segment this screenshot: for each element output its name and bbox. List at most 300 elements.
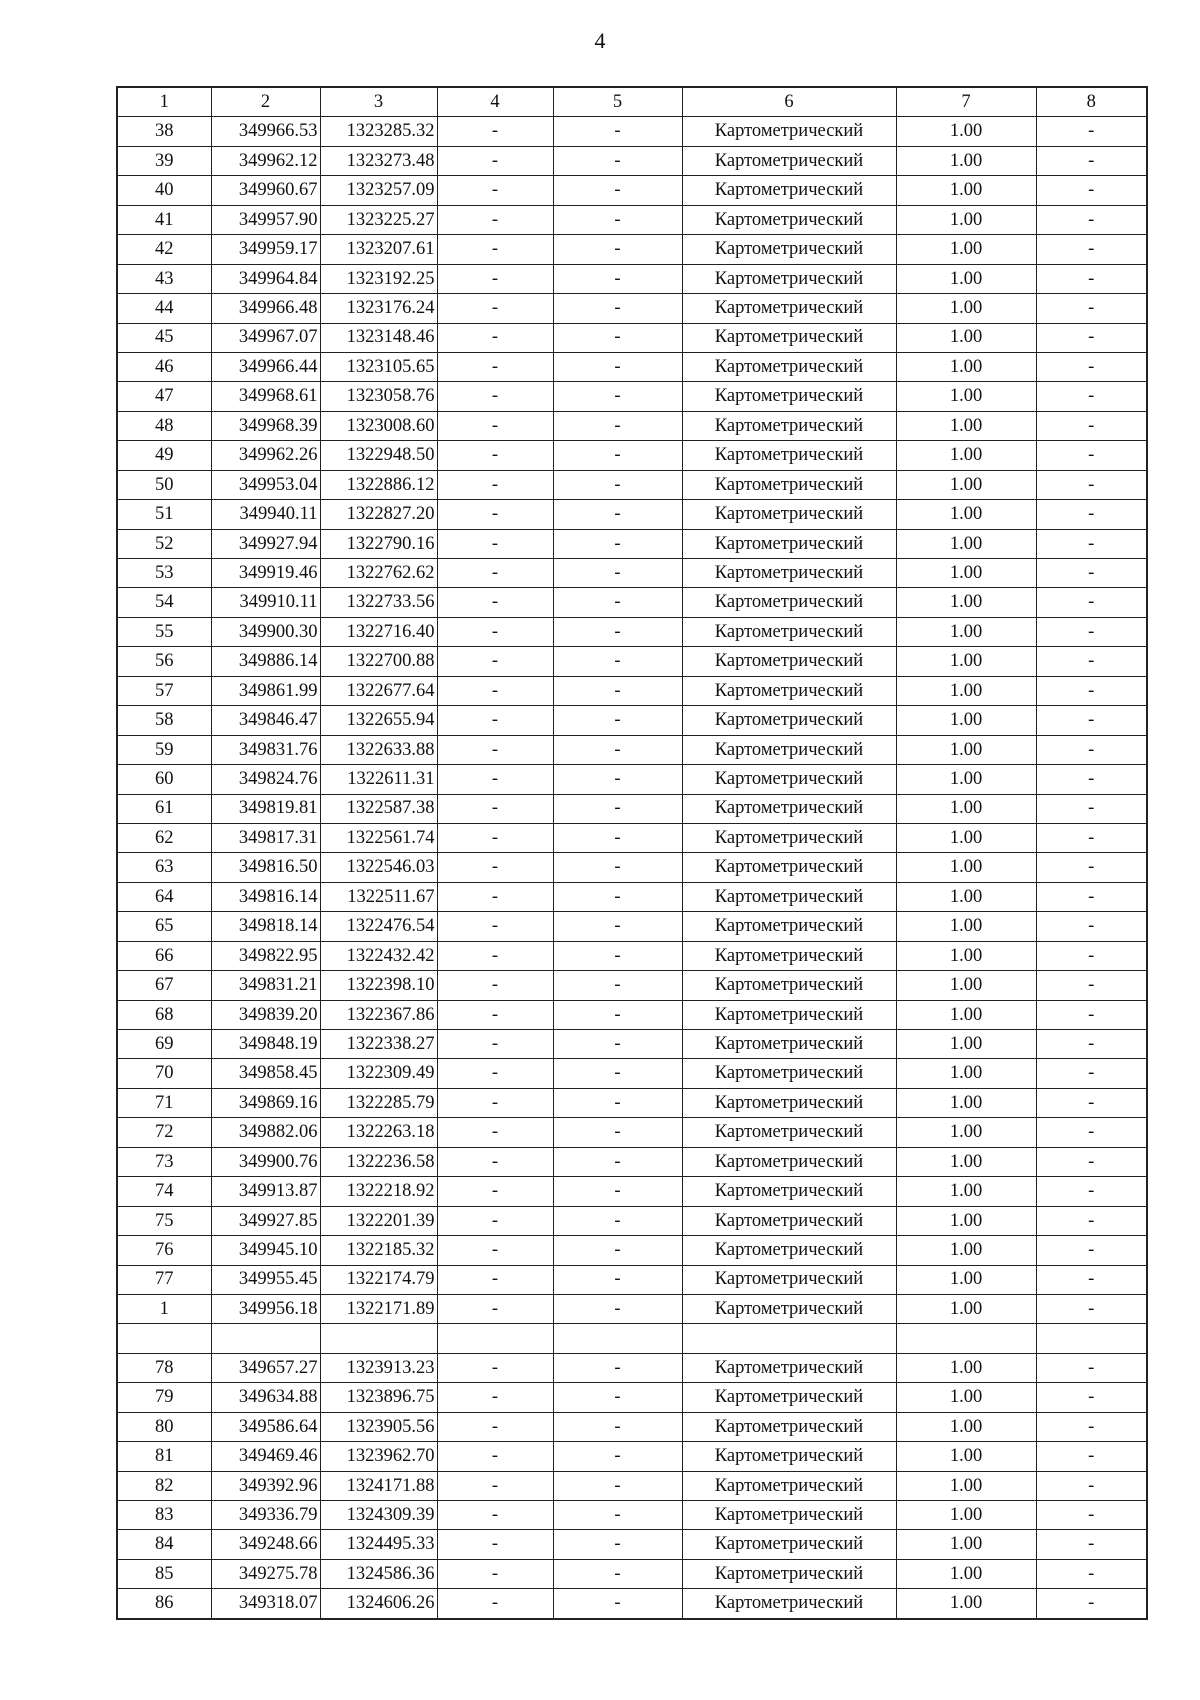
point-number-cell: 40 [117, 176, 211, 205]
column-4-cell: - [437, 235, 553, 264]
column-header: 1 [117, 87, 211, 117]
column-8-cell: - [1036, 765, 1147, 794]
table-row [117, 1383, 1147, 1412]
table-row [117, 647, 1147, 676]
column-8-cell: - [1036, 1147, 1147, 1176]
accuracy-cell: 1.00 [896, 1265, 1036, 1294]
accuracy-cell: 1.00 [896, 1589, 1036, 1619]
accuracy-cell: 1.00 [896, 853, 1036, 882]
table-row [117, 1088, 1147, 1117]
table-row [117, 676, 1147, 705]
point-number-cell: 73 [117, 1147, 211, 1176]
y-coordinate-cell: 1323176.24 [320, 294, 437, 323]
y-coordinate-cell: 1322511.67 [320, 882, 437, 911]
accuracy-cell: 1.00 [896, 1530, 1036, 1559]
accuracy-cell: 1.00 [896, 264, 1036, 293]
column-5-cell: - [553, 1412, 682, 1441]
column-4-cell: - [437, 823, 553, 852]
accuracy-cell: 1.00 [896, 1118, 1036, 1147]
table-row [117, 146, 1147, 175]
method-cell: Картометрический [682, 1088, 896, 1117]
point-number-cell: 76 [117, 1236, 211, 1265]
x-coordinate-cell [211, 1324, 320, 1353]
point-number-cell: 83 [117, 1501, 211, 1530]
x-coordinate-cell: 349900.76 [211, 1147, 320, 1176]
column-4-cell: - [437, 1559, 553, 1588]
accuracy-cell: 1.00 [896, 1442, 1036, 1471]
point-number-cell: 49 [117, 441, 211, 470]
x-coordinate-cell: 349919.46 [211, 559, 320, 588]
point-number-cell: 50 [117, 470, 211, 499]
column-4-cell: - [437, 941, 553, 970]
column-5-cell: - [553, 1442, 682, 1471]
x-coordinate-cell: 349953.04 [211, 470, 320, 499]
column-8-cell: - [1036, 1471, 1147, 1500]
column-4-cell: - [437, 559, 553, 588]
method-cell: Картометрический [682, 264, 896, 293]
y-coordinate-cell: 1322285.79 [320, 1088, 437, 1117]
point-number-cell: 82 [117, 1471, 211, 1500]
column-4-cell: - [437, 647, 553, 676]
point-number-cell [117, 1324, 211, 1353]
table-row [117, 294, 1147, 323]
y-coordinate-cell: 1323913.23 [320, 1353, 437, 1382]
column-4-cell: - [437, 294, 553, 323]
column-5-cell: - [553, 676, 682, 705]
table-row [117, 1324, 1147, 1353]
column-8-cell: - [1036, 588, 1147, 617]
column-4-cell [437, 1324, 553, 1353]
point-number-cell: 72 [117, 1118, 211, 1147]
x-coordinate-cell: 349945.10 [211, 1236, 320, 1265]
x-coordinate-cell: 349940.11 [211, 500, 320, 529]
accuracy-cell: 1.00 [896, 117, 1036, 146]
column-5-cell: - [553, 1353, 682, 1382]
column-5-cell: - [553, 1236, 682, 1265]
x-coordinate-cell: 349962.12 [211, 146, 320, 175]
accuracy-cell: 1.00 [896, 823, 1036, 852]
accuracy-cell: 1.00 [896, 1471, 1036, 1500]
accuracy-cell: 1.00 [896, 176, 1036, 205]
x-coordinate-cell: 349839.20 [211, 1000, 320, 1029]
column-4-cell: - [437, 1353, 553, 1382]
column-5-cell: - [553, 382, 682, 411]
method-cell: Картометрический [682, 1030, 896, 1059]
point-number-cell: 66 [117, 941, 211, 970]
method-cell: Картометрический [682, 411, 896, 440]
column-4-cell: - [437, 529, 553, 558]
table-row [117, 500, 1147, 529]
accuracy-cell: 1.00 [896, 1088, 1036, 1117]
method-cell: Картометрический [682, 1501, 896, 1530]
column-8-cell: - [1036, 1265, 1147, 1294]
x-coordinate-cell: 349910.11 [211, 588, 320, 617]
method-cell: Картометрический [682, 470, 896, 499]
column-5-cell: - [553, 588, 682, 617]
column-5-cell: - [553, 176, 682, 205]
column-8-cell: - [1036, 1412, 1147, 1441]
column-5-cell: - [553, 1000, 682, 1029]
y-coordinate-cell: 1322655.94 [320, 706, 437, 735]
column-4-cell: - [437, 1471, 553, 1500]
column-8-cell: - [1036, 205, 1147, 234]
x-coordinate-cell: 349818.14 [211, 912, 320, 941]
column-4-cell: - [437, 1501, 553, 1530]
point-number-cell: 51 [117, 500, 211, 529]
y-coordinate-cell: 1322398.10 [320, 971, 437, 1000]
x-coordinate-cell: 349962.26 [211, 441, 320, 470]
x-coordinate-cell: 349861.99 [211, 676, 320, 705]
accuracy-cell: 1.00 [896, 1501, 1036, 1530]
y-coordinate-cell: 1322309.49 [320, 1059, 437, 1088]
x-coordinate-cell: 349634.88 [211, 1383, 320, 1412]
method-cell: Картометрический [682, 323, 896, 352]
x-coordinate-cell: 349392.96 [211, 1471, 320, 1500]
column-5-cell: - [553, 765, 682, 794]
column-8-cell: - [1036, 941, 1147, 970]
y-coordinate-cell: 1322263.18 [320, 1118, 437, 1147]
accuracy-cell: 1.00 [896, 1412, 1036, 1441]
method-cell: Картометрический [682, 235, 896, 264]
y-coordinate-cell: 1323207.61 [320, 235, 437, 264]
column-4-cell: - [437, 1206, 553, 1235]
column-4-cell: - [437, 352, 553, 381]
table-row [117, 1265, 1147, 1294]
accuracy-cell: 1.00 [896, 941, 1036, 970]
column-4-cell: - [437, 617, 553, 646]
y-coordinate-cell: 1322546.03 [320, 853, 437, 882]
column-4-cell: - [437, 264, 553, 293]
x-coordinate-cell: 349886.14 [211, 647, 320, 676]
accuracy-cell: 1.00 [896, 1059, 1036, 1088]
y-coordinate-cell: 1322790.16 [320, 529, 437, 558]
table-row [117, 853, 1147, 882]
point-number-cell: 55 [117, 617, 211, 646]
y-coordinate-cell: 1322185.32 [320, 1236, 437, 1265]
x-coordinate-cell: 349275.78 [211, 1559, 320, 1588]
y-coordinate-cell: 1322171.89 [320, 1294, 437, 1323]
point-number-cell: 39 [117, 146, 211, 175]
column-8-cell: - [1036, 1030, 1147, 1059]
table-row [117, 323, 1147, 352]
method-cell: Картометрический [682, 352, 896, 381]
y-coordinate-cell: 1323192.25 [320, 264, 437, 293]
table-row [117, 352, 1147, 381]
point-number-cell: 64 [117, 882, 211, 911]
y-coordinate-cell: 1322762.62 [320, 559, 437, 588]
accuracy-cell: 1.00 [896, 382, 1036, 411]
column-5-cell: - [553, 1118, 682, 1147]
point-number-cell: 79 [117, 1383, 211, 1412]
point-number-cell: 86 [117, 1589, 211, 1619]
table-row [117, 1236, 1147, 1265]
x-coordinate-cell: 349657.27 [211, 1353, 320, 1382]
table-row [117, 1559, 1147, 1588]
method-cell: Картометрический [682, 794, 896, 823]
table-row [117, 1471, 1147, 1500]
accuracy-cell: 1.00 [896, 971, 1036, 1000]
accuracy-cell: 1.00 [896, 1353, 1036, 1382]
column-5-cell: - [553, 1471, 682, 1500]
column-8-cell: - [1036, 264, 1147, 293]
x-coordinate-cell: 349831.76 [211, 735, 320, 764]
method-cell: Картометрический [682, 441, 896, 470]
point-number-cell: 77 [117, 1265, 211, 1294]
x-coordinate-cell: 349900.30 [211, 617, 320, 646]
y-coordinate-cell: 1323896.75 [320, 1383, 437, 1412]
column-5-cell [553, 1324, 682, 1353]
y-coordinate-cell: 1322561.74 [320, 823, 437, 852]
column-4-cell: - [437, 411, 553, 440]
x-coordinate-cell: 349968.39 [211, 411, 320, 440]
accuracy-cell: 1.00 [896, 294, 1036, 323]
y-coordinate-cell: 1324606.26 [320, 1589, 437, 1619]
table-row [117, 382, 1147, 411]
column-4-cell: - [437, 735, 553, 764]
method-cell: Картометрический [682, 117, 896, 146]
table-row [117, 470, 1147, 499]
column-4-cell: - [437, 1442, 553, 1471]
method-cell: Картометрический [682, 1383, 896, 1412]
point-number-cell: 62 [117, 823, 211, 852]
y-coordinate-cell: 1324309.39 [320, 1501, 437, 1530]
column-4-cell: - [437, 1118, 553, 1147]
column-8-cell: - [1036, 1118, 1147, 1147]
x-coordinate-cell: 349966.53 [211, 117, 320, 146]
column-4-cell: - [437, 470, 553, 499]
method-cell: Картометрический [682, 294, 896, 323]
point-number-cell: 58 [117, 706, 211, 735]
accuracy-cell: 1.00 [896, 352, 1036, 381]
method-cell: Картометрический [682, 1589, 896, 1619]
y-coordinate-cell: 1322587.38 [320, 794, 437, 823]
method-cell: Картометрический [682, 1059, 896, 1088]
column-8-cell: - [1036, 117, 1147, 146]
y-coordinate-cell: 1322236.58 [320, 1147, 437, 1176]
column-8-cell: - [1036, 500, 1147, 529]
method-cell: Картометрический [682, 1412, 896, 1441]
column-4-cell: - [437, 676, 553, 705]
x-coordinate-cell: 349957.90 [211, 205, 320, 234]
y-coordinate-cell: 1322338.27 [320, 1030, 437, 1059]
method-cell: Картометрический [682, 765, 896, 794]
column-4-cell: - [437, 441, 553, 470]
table-row [117, 765, 1147, 794]
method-cell: Картометрический [682, 1147, 896, 1176]
column-8-cell: - [1036, 294, 1147, 323]
column-4-cell: - [437, 146, 553, 175]
y-coordinate-cell: 1324171.88 [320, 1471, 437, 1500]
y-coordinate-cell: 1322948.50 [320, 441, 437, 470]
table-row [117, 235, 1147, 264]
y-coordinate-cell: 1322700.88 [320, 647, 437, 676]
point-number-cell: 45 [117, 323, 211, 352]
method-cell: Картометрический [682, 1118, 896, 1147]
method-cell: Картометрический [682, 1265, 896, 1294]
method-cell: Картометрический [682, 1206, 896, 1235]
column-5-cell: - [553, 823, 682, 852]
column-4-cell: - [437, 1530, 553, 1559]
column-4-cell: - [437, 1294, 553, 1323]
point-number-cell: 52 [117, 529, 211, 558]
column-4-cell: - [437, 1589, 553, 1619]
y-coordinate-cell: 1323008.60 [320, 411, 437, 440]
column-8-cell: - [1036, 882, 1147, 911]
table-row [117, 1501, 1147, 1530]
accuracy-cell: 1.00 [896, 441, 1036, 470]
point-number-cell: 48 [117, 411, 211, 440]
method-cell: Картометрический [682, 146, 896, 175]
column-5-cell: - [553, 1088, 682, 1117]
table-row [117, 1589, 1147, 1619]
x-coordinate-cell: 349858.45 [211, 1059, 320, 1088]
column-5-cell: - [553, 1206, 682, 1235]
table-header-row [117, 87, 1147, 117]
method-cell: Картометрический [682, 617, 896, 646]
point-number-cell: 65 [117, 912, 211, 941]
accuracy-cell: 1.00 [896, 205, 1036, 234]
method-cell [682, 1324, 896, 1353]
x-coordinate-cell: 349824.76 [211, 765, 320, 794]
accuracy-cell: 1.00 [896, 647, 1036, 676]
point-number-cell: 44 [117, 294, 211, 323]
method-cell: Картометрический [682, 882, 896, 911]
column-8-cell: - [1036, 529, 1147, 558]
table-row [117, 617, 1147, 646]
table-row [117, 706, 1147, 735]
column-header: 2 [211, 87, 320, 117]
point-number-cell: 75 [117, 1206, 211, 1235]
point-number-cell: 81 [117, 1442, 211, 1471]
point-number-cell: 61 [117, 794, 211, 823]
method-cell: Картометрический [682, 1177, 896, 1206]
y-coordinate-cell: 1322716.40 [320, 617, 437, 646]
column-4-cell: - [437, 1030, 553, 1059]
x-coordinate-cell: 349964.84 [211, 264, 320, 293]
table-row [117, 1353, 1147, 1382]
method-cell: Картометрический [682, 205, 896, 234]
column-5-cell: - [553, 117, 682, 146]
column-8-cell: - [1036, 411, 1147, 440]
column-5-cell: - [553, 735, 682, 764]
column-5-cell: - [553, 559, 682, 588]
x-coordinate-cell: 349927.94 [211, 529, 320, 558]
column-5-cell: - [553, 1559, 682, 1588]
method-cell: Картометрический [682, 1353, 896, 1382]
table-row [117, 529, 1147, 558]
method-cell: Картометрический [682, 1559, 896, 1588]
column-8-cell: - [1036, 323, 1147, 352]
column-5-cell: - [553, 1383, 682, 1412]
point-number-cell: 57 [117, 676, 211, 705]
table-row [117, 1530, 1147, 1559]
x-coordinate-cell: 349967.07 [211, 323, 320, 352]
column-8-cell: - [1036, 1088, 1147, 1117]
column-5-cell: - [553, 529, 682, 558]
column-4-cell: - [437, 882, 553, 911]
column-5-cell: - [553, 1030, 682, 1059]
column-4-cell: - [437, 765, 553, 794]
accuracy-cell: 1.00 [896, 1000, 1036, 1029]
column-8-cell: - [1036, 706, 1147, 735]
column-5-cell: - [553, 706, 682, 735]
table-row [117, 411, 1147, 440]
table-row [117, 735, 1147, 764]
method-cell: Картометрический [682, 676, 896, 705]
y-coordinate-cell: 1323257.09 [320, 176, 437, 205]
column-8-cell: - [1036, 1236, 1147, 1265]
x-coordinate-cell: 349816.14 [211, 882, 320, 911]
accuracy-cell: 1.00 [896, 794, 1036, 823]
point-number-cell: 59 [117, 735, 211, 764]
column-8-cell: - [1036, 1383, 1147, 1412]
column-8-cell: - [1036, 1206, 1147, 1235]
table-row [117, 1294, 1147, 1323]
point-number-cell: 70 [117, 1059, 211, 1088]
y-coordinate-cell: 1323962.70 [320, 1442, 437, 1471]
column-4-cell: - [437, 176, 553, 205]
column-4-cell: - [437, 1236, 553, 1265]
point-number-cell: 71 [117, 1088, 211, 1117]
column-5-cell: - [553, 617, 682, 646]
column-5-cell: - [553, 1177, 682, 1206]
column-8-cell: - [1036, 382, 1147, 411]
y-coordinate-cell: 1322367.86 [320, 1000, 437, 1029]
point-number-cell: 69 [117, 1030, 211, 1059]
accuracy-cell: 1.00 [896, 1294, 1036, 1323]
column-5-cell: - [553, 647, 682, 676]
column-4-cell: - [437, 1000, 553, 1029]
column-8-cell: - [1036, 559, 1147, 588]
x-coordinate-cell: 349318.07 [211, 1589, 320, 1619]
table-row [117, 205, 1147, 234]
y-coordinate-cell: 1323105.65 [320, 352, 437, 381]
column-5-cell: - [553, 1530, 682, 1559]
x-coordinate-cell: 349956.18 [211, 1294, 320, 1323]
method-cell: Картометрический [682, 1442, 896, 1471]
column-5-cell: - [553, 1147, 682, 1176]
accuracy-cell: 1.00 [896, 765, 1036, 794]
accuracy-cell: 1.00 [896, 529, 1036, 558]
point-number-cell: 42 [117, 235, 211, 264]
column-4-cell: - [437, 382, 553, 411]
point-number-cell: 63 [117, 853, 211, 882]
point-number-cell: 54 [117, 588, 211, 617]
column-5-cell: - [553, 912, 682, 941]
column-5-cell: - [553, 323, 682, 352]
y-coordinate-cell: 1324495.33 [320, 1530, 437, 1559]
table-row [117, 588, 1147, 617]
column-4-cell: - [437, 1177, 553, 1206]
column-8-cell: - [1036, 1589, 1147, 1619]
method-cell: Картометрический [682, 500, 896, 529]
coordinates-table [116, 86, 1148, 1620]
point-number-cell: 84 [117, 1530, 211, 1559]
point-number-cell: 53 [117, 559, 211, 588]
column-5-cell: - [553, 294, 682, 323]
column-header: 7 [896, 87, 1036, 117]
column-4-cell: - [437, 912, 553, 941]
x-coordinate-cell: 349913.87 [211, 1177, 320, 1206]
column-5-cell: - [553, 146, 682, 175]
table-row [117, 1000, 1147, 1029]
method-cell: Картометрический [682, 559, 896, 588]
y-coordinate-cell: 1322201.39 [320, 1206, 437, 1235]
column-header: 6 [682, 87, 896, 117]
table-row [117, 1206, 1147, 1235]
accuracy-cell: 1.00 [896, 617, 1036, 646]
method-cell: Картометрический [682, 1000, 896, 1029]
